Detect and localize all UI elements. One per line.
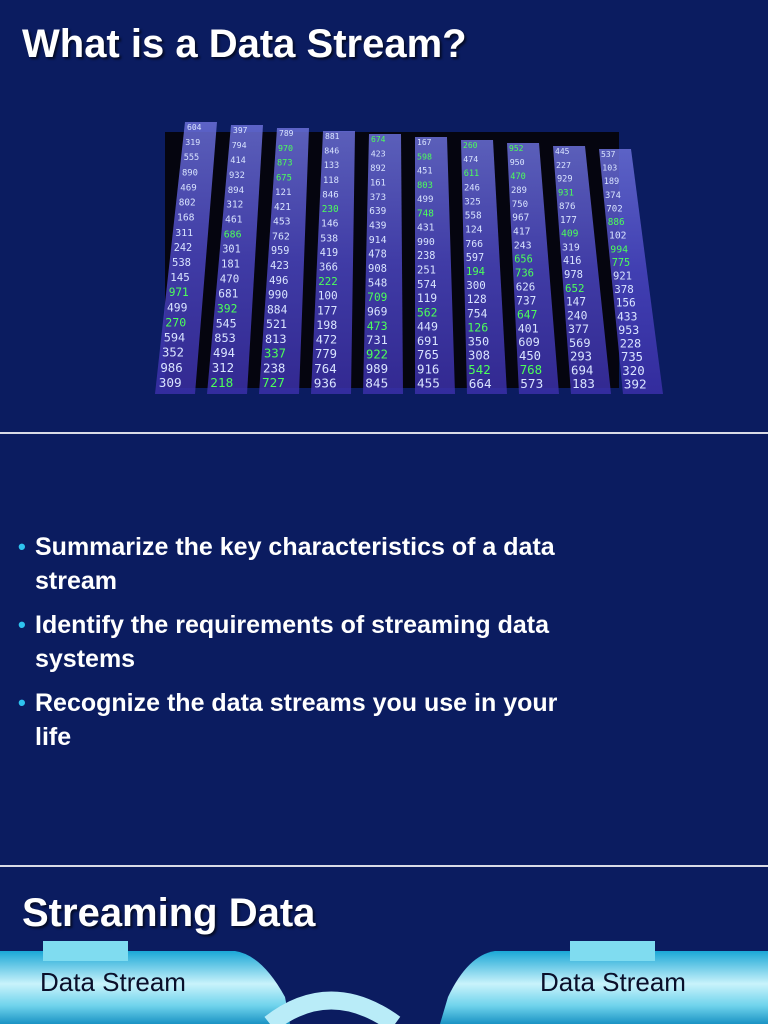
svg-text:238: 238 (263, 360, 286, 376)
svg-text:959: 959 (271, 246, 290, 258)
svg-text:246: 246 (464, 183, 480, 194)
svg-text:764: 764 (314, 360, 337, 376)
svg-text:892: 892 (370, 163, 386, 174)
svg-text:308: 308 (468, 348, 491, 363)
svg-text:414: 414 (230, 155, 246, 166)
svg-text:473: 473 (366, 318, 388, 333)
svg-text:352: 352 (162, 345, 185, 360)
svg-text:423: 423 (370, 148, 386, 159)
svg-text:846: 846 (322, 190, 339, 201)
svg-text:366: 366 (319, 261, 338, 274)
svg-text:472: 472 (315, 332, 338, 347)
svg-text:675: 675 (276, 173, 292, 184)
svg-text:639: 639 (369, 206, 387, 218)
svg-text:750: 750 (511, 199, 529, 210)
svg-text:161: 161 (370, 178, 386, 189)
svg-text:989: 989 (365, 361, 389, 377)
svg-text:421: 421 (274, 201, 291, 213)
svg-text:569: 569 (569, 335, 591, 350)
svg-text:766: 766 (465, 238, 484, 250)
svg-text:803: 803 (417, 180, 433, 191)
svg-text:496: 496 (269, 273, 289, 287)
svg-text:312: 312 (226, 199, 244, 211)
svg-text:378: 378 (614, 283, 634, 297)
svg-text:325: 325 (464, 197, 481, 208)
svg-text:470: 470 (510, 171, 526, 182)
svg-text:694: 694 (571, 362, 594, 378)
svg-text:970: 970 (278, 142, 293, 153)
svg-text:289: 289 (511, 185, 527, 196)
svg-text:222: 222 (318, 275, 338, 289)
svg-text:392: 392 (623, 376, 647, 392)
svg-text:423: 423 (270, 260, 289, 272)
svg-text:647: 647 (517, 308, 538, 322)
svg-text:311: 311 (175, 227, 194, 239)
svg-text:652: 652 (565, 281, 585, 295)
svg-text:168: 168 (177, 212, 195, 224)
svg-text:194: 194 (466, 266, 485, 278)
svg-text:397: 397 (233, 126, 248, 135)
svg-text:656: 656 (514, 254, 533, 266)
svg-text:124: 124 (465, 224, 483, 236)
svg-text:953: 953 (618, 322, 640, 337)
svg-text:227: 227 (556, 159, 571, 170)
svg-text:177: 177 (560, 214, 577, 226)
svg-text:416: 416 (563, 256, 582, 268)
svg-text:301: 301 (222, 244, 241, 256)
svg-text:499: 499 (417, 195, 434, 206)
svg-text:748: 748 (417, 208, 434, 220)
svg-text:494: 494 (213, 346, 236, 361)
svg-text:971: 971 (168, 286, 189, 300)
svg-text:691: 691 (417, 333, 439, 348)
svg-text:779: 779 (315, 347, 338, 362)
svg-text:270: 270 (165, 315, 187, 330)
svg-text:319: 319 (185, 137, 201, 148)
svg-text:118: 118 (323, 175, 339, 186)
svg-text:727: 727 (262, 375, 285, 391)
svg-text:177: 177 (317, 304, 338, 318)
svg-text:890: 890 (182, 168, 198, 179)
svg-text:392: 392 (217, 302, 238, 316)
slide-title: What is a Data Stream? (22, 22, 467, 66)
svg-text:969: 969 (367, 305, 388, 319)
svg-text:845: 845 (365, 375, 389, 391)
svg-text:373: 373 (369, 192, 387, 203)
svg-text:240: 240 (567, 309, 588, 323)
svg-text:147: 147 (566, 295, 587, 309)
svg-text:626: 626 (515, 280, 536, 294)
svg-text:558: 558 (464, 210, 482, 222)
svg-text:409: 409 (561, 228, 579, 240)
svg-text:439: 439 (369, 220, 387, 232)
svg-text:145: 145 (170, 271, 190, 285)
svg-text:183: 183 (572, 376, 595, 392)
svg-text:922: 922 (366, 347, 389, 362)
svg-text:762: 762 (272, 231, 290, 243)
svg-text:978: 978 (564, 269, 583, 281)
slide-what-is-data-stream (0, 0, 768, 432)
data-stream-label-left: Data Stream (40, 967, 186, 997)
svg-text:198: 198 (316, 317, 338, 332)
svg-text:455: 455 (417, 375, 440, 391)
svg-text:709: 709 (367, 290, 388, 304)
svg-text:990: 990 (268, 288, 289, 302)
svg-text:548: 548 (367, 276, 388, 290)
svg-text:469: 469 (180, 183, 197, 194)
data-stream-photo (158, 123, 647, 392)
svg-text:609: 609 (518, 335, 540, 350)
svg-text:876: 876 (559, 202, 576, 213)
svg-text:417: 417 (513, 226, 531, 238)
svg-text:309: 309 (158, 374, 182, 390)
svg-text:884: 884 (267, 303, 288, 317)
svg-text:433: 433 (617, 310, 638, 324)
svg-text:230: 230 (321, 204, 339, 216)
svg-text:312: 312 (211, 360, 235, 376)
slide-title: Streaming Data (22, 891, 316, 935)
svg-text:350: 350 (467, 334, 490, 349)
svg-text:950: 950 (509, 156, 525, 167)
objective-list (18, 530, 578, 764)
svg-text:119: 119 (417, 292, 438, 306)
svg-text:377: 377 (568, 322, 589, 337)
svg-text:986: 986 (160, 359, 183, 375)
svg-text:573: 573 (520, 376, 544, 392)
svg-text:754: 754 (467, 307, 488, 321)
svg-text:451: 451 (417, 166, 433, 177)
svg-text:597: 597 (465, 252, 485, 264)
svg-text:146: 146 (321, 218, 339, 230)
svg-text:320: 320 (622, 362, 645, 378)
svg-text:775: 775 (611, 257, 631, 269)
svg-text:931: 931 (558, 188, 574, 199)
svg-text:916: 916 (417, 361, 440, 377)
svg-text:921: 921 (613, 270, 632, 283)
svg-text:419: 419 (319, 247, 339, 259)
svg-text:128: 128 (466, 293, 487, 307)
svg-text:737: 737 (516, 294, 537, 308)
svg-text:574: 574 (417, 277, 437, 291)
svg-text:736: 736 (515, 267, 534, 280)
objective-item: • Summarize the key characteristics of a data stream (18, 530, 578, 598)
svg-text:886: 886 (607, 217, 625, 229)
svg-text:300: 300 (466, 279, 486, 293)
svg-text:102: 102 (609, 230, 627, 242)
svg-text:218: 218 (210, 375, 234, 391)
svg-text:555: 555 (183, 153, 200, 164)
svg-text:103: 103 (602, 162, 618, 173)
svg-text:401: 401 (517, 321, 539, 336)
svg-text:121: 121 (275, 188, 292, 199)
svg-text:765: 765 (417, 348, 440, 363)
svg-text:449: 449 (417, 319, 438, 334)
svg-text:228: 228 (619, 336, 642, 351)
svg-text:374: 374 (605, 190, 621, 201)
objective-item: • Recognize the data streams you use in your life (18, 686, 578, 754)
svg-text:952: 952 (509, 144, 524, 153)
svg-text:686: 686 (223, 229, 242, 241)
svg-text:894: 894 (227, 185, 245, 196)
svg-text:936: 936 (313, 375, 337, 391)
svg-text:260: 260 (463, 141, 478, 150)
svg-text:789: 789 (279, 129, 294, 138)
svg-text:611: 611 (463, 169, 480, 180)
svg-text:461: 461 (225, 214, 243, 226)
svg-text:238: 238 (417, 251, 436, 263)
svg-text:337: 337 (264, 346, 287, 361)
svg-text:156: 156 (615, 296, 636, 310)
svg-text:594: 594 (163, 330, 186, 345)
svg-text:562: 562 (417, 306, 438, 320)
svg-text:908: 908 (368, 263, 387, 275)
svg-text:813: 813 (265, 331, 287, 346)
objective-item: • Identify the requirements of streaming data systems (18, 608, 578, 676)
svg-text:674: 674 (371, 135, 386, 144)
svg-text:994: 994 (610, 244, 629, 256)
svg-text:731: 731 (366, 333, 388, 348)
svg-text:126: 126 (467, 320, 489, 335)
svg-text:604: 604 (187, 123, 202, 132)
svg-text:846: 846 (324, 145, 340, 156)
svg-text:499: 499 (167, 301, 188, 315)
svg-text:598: 598 (417, 151, 432, 162)
svg-text:538: 538 (320, 233, 339, 245)
svg-text:100: 100 (317, 289, 338, 303)
svg-text:478: 478 (368, 249, 387, 261)
svg-text:293: 293 (570, 349, 593, 364)
svg-text:929: 929 (557, 174, 573, 185)
svg-text:990: 990 (417, 236, 435, 248)
svg-text:542: 542 (468, 361, 491, 377)
svg-text:873: 873 (277, 158, 293, 169)
svg-text:470: 470 (219, 272, 240, 286)
svg-text:167: 167 (417, 138, 432, 147)
svg-text:189: 189 (603, 177, 620, 188)
svg-text:445: 445 (555, 147, 570, 156)
svg-text:251: 251 (417, 264, 436, 277)
svg-text:545: 545 (215, 316, 237, 331)
svg-text:967: 967 (512, 212, 530, 224)
svg-text:431: 431 (417, 222, 435, 234)
slide-streaming-data (0, 867, 768, 1024)
svg-text:853: 853 (214, 331, 236, 346)
svg-text:702: 702 (606, 204, 623, 215)
slide-objectives (0, 434, 768, 865)
svg-text:521: 521 (266, 317, 287, 332)
svg-text:881: 881 (325, 132, 340, 141)
svg-text:681: 681 (218, 287, 239, 301)
data-stream-label-right: Data Stream (540, 967, 686, 997)
svg-text:181: 181 (221, 258, 240, 271)
svg-text:242: 242 (173, 242, 193, 254)
svg-text:319: 319 (562, 242, 580, 254)
svg-text:802: 802 (178, 197, 196, 209)
svg-text:243: 243 (513, 240, 532, 252)
svg-text:664: 664 (468, 375, 492, 391)
svg-text:450: 450 (519, 349, 542, 364)
svg-text:133: 133 (323, 161, 340, 172)
svg-text:932: 932 (229, 170, 245, 181)
svg-text:453: 453 (273, 216, 291, 228)
svg-text:768: 768 (519, 362, 543, 378)
svg-text:914: 914 (368, 235, 387, 247)
svg-text:794: 794 (231, 139, 247, 150)
svg-text:537: 537 (601, 150, 616, 159)
svg-text:538: 538 (172, 257, 191, 269)
svg-text:474: 474 (463, 154, 479, 165)
svg-text:735: 735 (621, 350, 644, 365)
